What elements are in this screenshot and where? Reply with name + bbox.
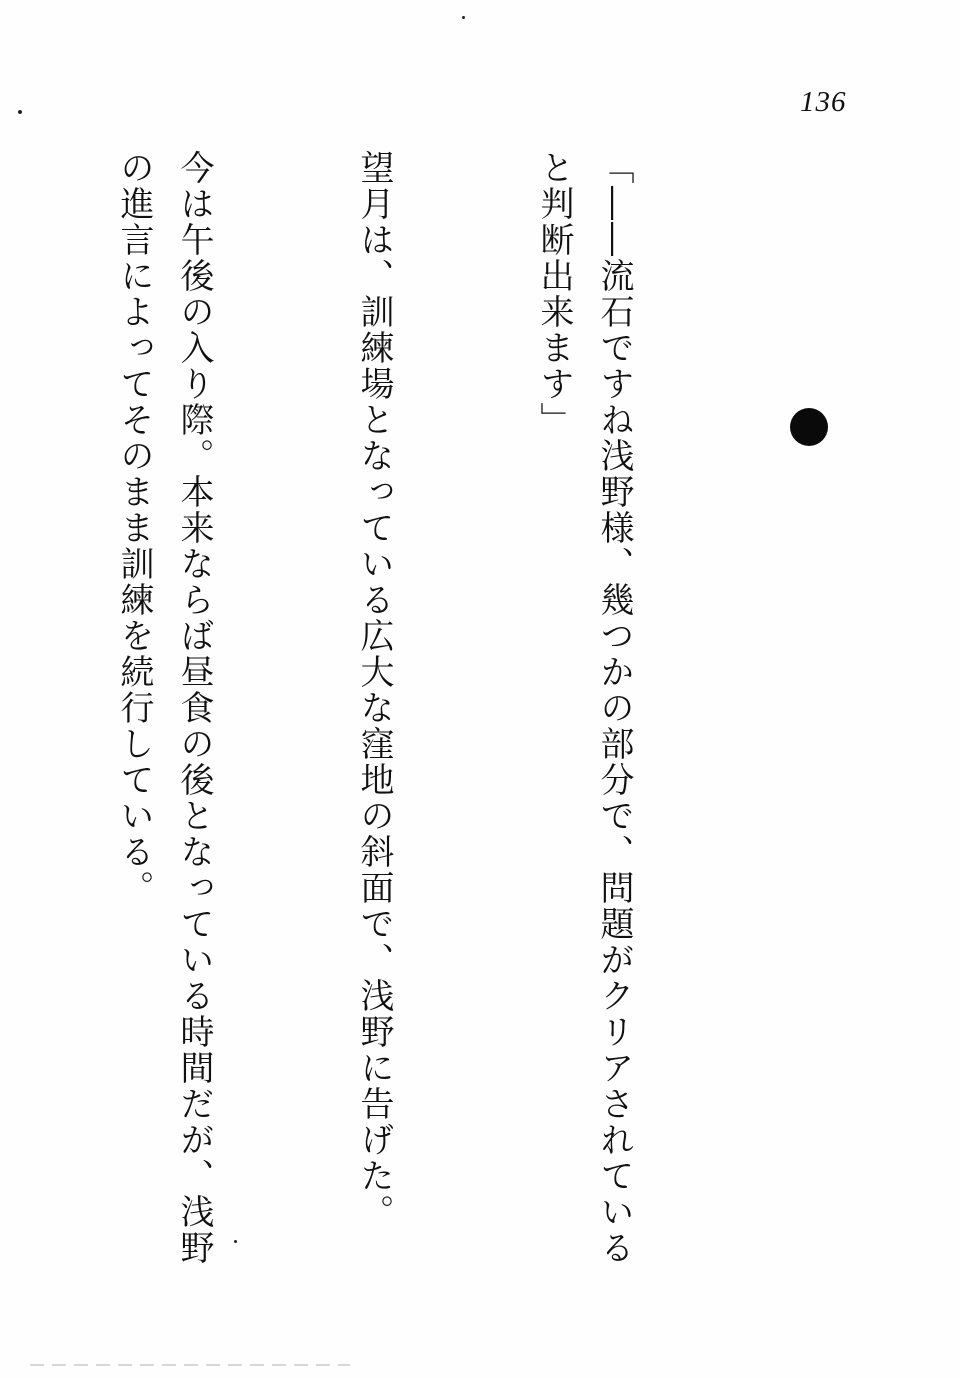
paragraph: 望月は、訓練場となっている広大な窪地の斜面で、浅野に告げた。 [354,150,394,1230]
scan-speck [462,16,465,19]
paragraph-dialogue: 「――流石ですね浅野様、幾つかの部分で、問題がクリアされていると判断出来ます」 [534,150,634,1266]
page-number: 136 [800,86,847,118]
body-text [0,150,764,1290]
paragraph: 今は午後の入り際。本来ならば昼食の後となっている時間だが、浅野の進言によってそのまま訓練を続行している。 [114,150,214,1266]
scan-speck [18,110,22,114]
section-dot-marker [790,408,828,446]
scan-edge-noise [30,1364,350,1366]
